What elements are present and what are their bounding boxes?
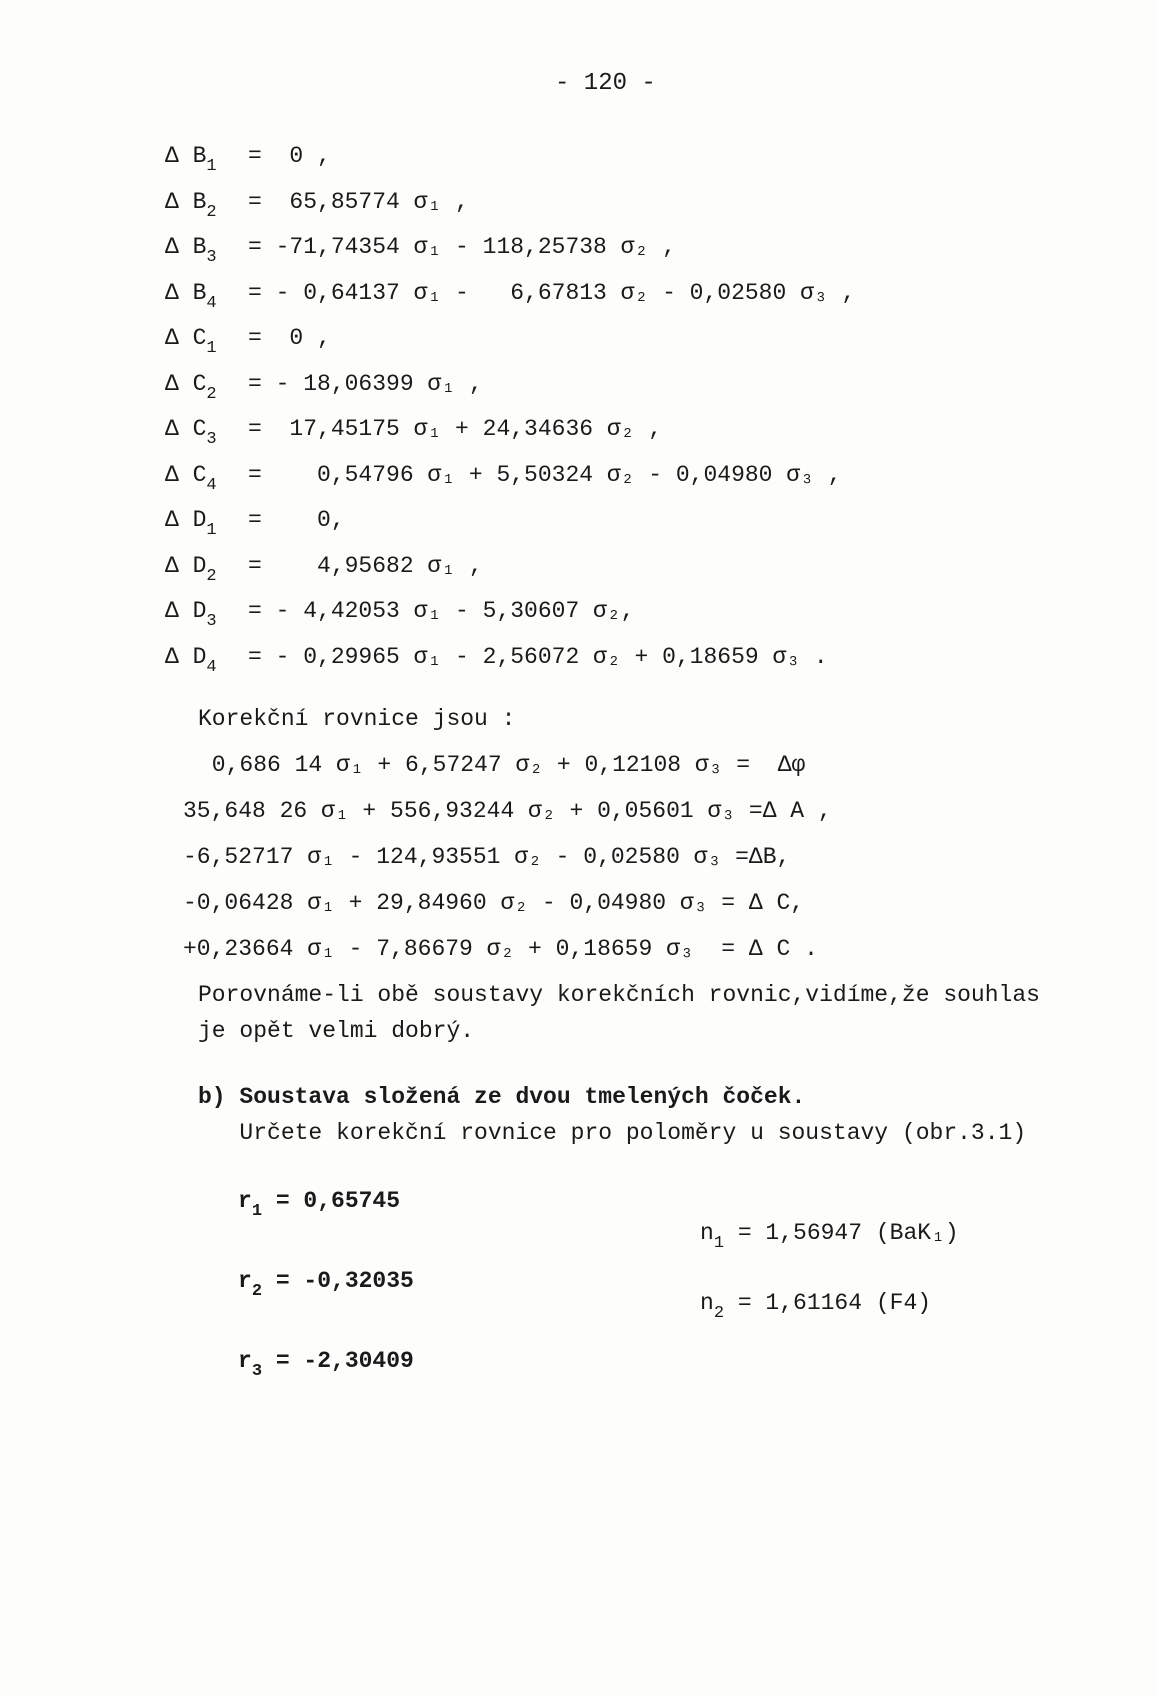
index-subscript: 2 (713, 1304, 725, 1323)
radius-subscript: 3 (251, 1362, 263, 1381)
delta-symbol: Δ D (165, 643, 207, 670)
delta-lhs (165, 507, 217, 540)
delta-symbol: Δ B (165, 234, 207, 260)
delta-lhs (165, 325, 217, 358)
comparison-line-1: Porovnáme-li obě soustavy korekčních rovnic,vidíme,že souhlas (198, 982, 1040, 1008)
delta-subscript: 1 (206, 157, 217, 176)
delta-subscript: 2 (206, 384, 217, 404)
index-symbol: n (700, 1290, 714, 1316)
radius-symbol: r (238, 1268, 252, 1294)
delta-symbol: Δ C (165, 461, 207, 488)
delta-subscript: 4 (206, 293, 217, 313)
delta-lhs (165, 552, 217, 586)
radius-line (238, 1348, 414, 1381)
radius-symbol: r (238, 1348, 252, 1374)
delta-lhs (165, 598, 217, 631)
delta-rhs: = 65,85774 σ₁ , (248, 188, 469, 215)
delta-lhs (165, 188, 217, 222)
radius-value: = -2,30409 (262, 1348, 414, 1374)
comparison-line-2: je opět velmi dobrý. (198, 1018, 475, 1044)
delta-symbol: Δ B (165, 279, 207, 306)
refractive-index-line (700, 1220, 959, 1253)
radius-line (238, 1188, 401, 1221)
delta-rhs: = -71,74354 σ₁ - 118,25738 σ₂ , (248, 234, 676, 260)
delta-symbol: Δ D (165, 507, 207, 533)
delta-rhs: = 0 , (248, 325, 331, 351)
delta-symbol: Δ B (165, 143, 207, 169)
delta-subscript: 4 (206, 657, 217, 677)
correction-equation: +0,23664 σ₁ - 7,86679 σ₂ + 0,18659 σ₃ = Δ C . (183, 936, 818, 962)
delta-lhs (165, 416, 217, 449)
delta-rhs: = 0, (248, 507, 345, 533)
delta-symbol: Δ C (165, 416, 207, 442)
radius-subscript: 1 (251, 1202, 263, 1221)
delta-symbol: Δ C (165, 325, 207, 351)
page-number: - 120 - (555, 70, 656, 97)
delta-subscript: 2 (206, 566, 217, 586)
delta-rhs: = - 0,64137 σ₁ - 6,67813 σ₂ - 0,02580 σ₃ , (248, 279, 856, 306)
delta-lhs (165, 143, 217, 176)
delta-subscript: 4 (206, 475, 217, 495)
delta-subscript: 1 (206, 521, 217, 540)
radius-value: = 0,65745 (262, 1188, 401, 1214)
index-value: = 1,61164 (F4) (724, 1290, 932, 1316)
delta-rhs: = 17,45175 σ₁ + 24,34636 σ₂ , (248, 416, 663, 442)
correction-equation: 35,648 26 σ₁ + 556,93244 σ₂ + 0,05601 σ₃ =Δ A , (183, 798, 832, 824)
delta-rhs: = 0,54796 σ₁ + 5,50324 σ₂ - 0,04980 σ₃ , (248, 461, 842, 488)
delta-lhs (165, 234, 217, 267)
correction-heading: Korekční rovnice jsou : (198, 706, 516, 732)
correction-equation: -0,06428 σ₁ + 29,84960 σ₂ - 0,04980 σ₃ = Δ C, (183, 890, 805, 916)
index-subscript: 1 (713, 1234, 725, 1253)
delta-lhs (165, 643, 217, 677)
delta-symbol: Δ C (165, 370, 207, 397)
radius-subscript: 2 (251, 1282, 263, 1301)
delta-subscript: 3 (206, 612, 217, 631)
section-b-subtitle: Určete korekční rovnice pro poloměry u soustavy (obr.3.1) (198, 1120, 1027, 1146)
index-value: = 1,56947 (BaK₁) (724, 1220, 959, 1246)
delta-subscript: 2 (206, 202, 217, 222)
delta-lhs (165, 279, 217, 313)
delta-symbol: Δ D (165, 598, 207, 624)
delta-subscript: 1 (206, 339, 217, 358)
delta-lhs (165, 370, 217, 404)
index-symbol: n (700, 1220, 714, 1246)
delta-lhs (165, 461, 217, 495)
delta-rhs: = - 4,42053 σ₁ - 5,30607 σ₂, (248, 598, 635, 624)
refractive-index-line (700, 1290, 932, 1323)
delta-subscript: 3 (206, 248, 217, 267)
delta-rhs: = - 0,29965 σ₁ - 2,56072 σ₂ + 0,18659 σ₃ . (248, 643, 828, 670)
radius-symbol: r (238, 1188, 252, 1214)
delta-rhs: = 4,95682 σ₁ , (248, 552, 483, 579)
delta-rhs: = 0 , (248, 143, 331, 169)
delta-rhs: = - 18,06399 σ₁ , (248, 370, 483, 397)
radius-value: = -0,32035 (262, 1268, 414, 1294)
correction-equation: 0,686 14 σ₁ + 6,57247 σ₂ + 0,12108 σ₃ = Δφ (198, 752, 806, 778)
delta-subscript: 3 (206, 430, 217, 449)
section-b-title: b) Soustava složená ze dvou tmelených čoček. (198, 1084, 806, 1110)
delta-symbol: Δ D (165, 552, 207, 579)
correction-equation: -6,52717 σ₁ - 124,93551 σ₂ - 0,02580 σ₃ =ΔB, (183, 844, 791, 870)
radius-line (238, 1268, 414, 1301)
delta-symbol: Δ B (165, 188, 207, 215)
